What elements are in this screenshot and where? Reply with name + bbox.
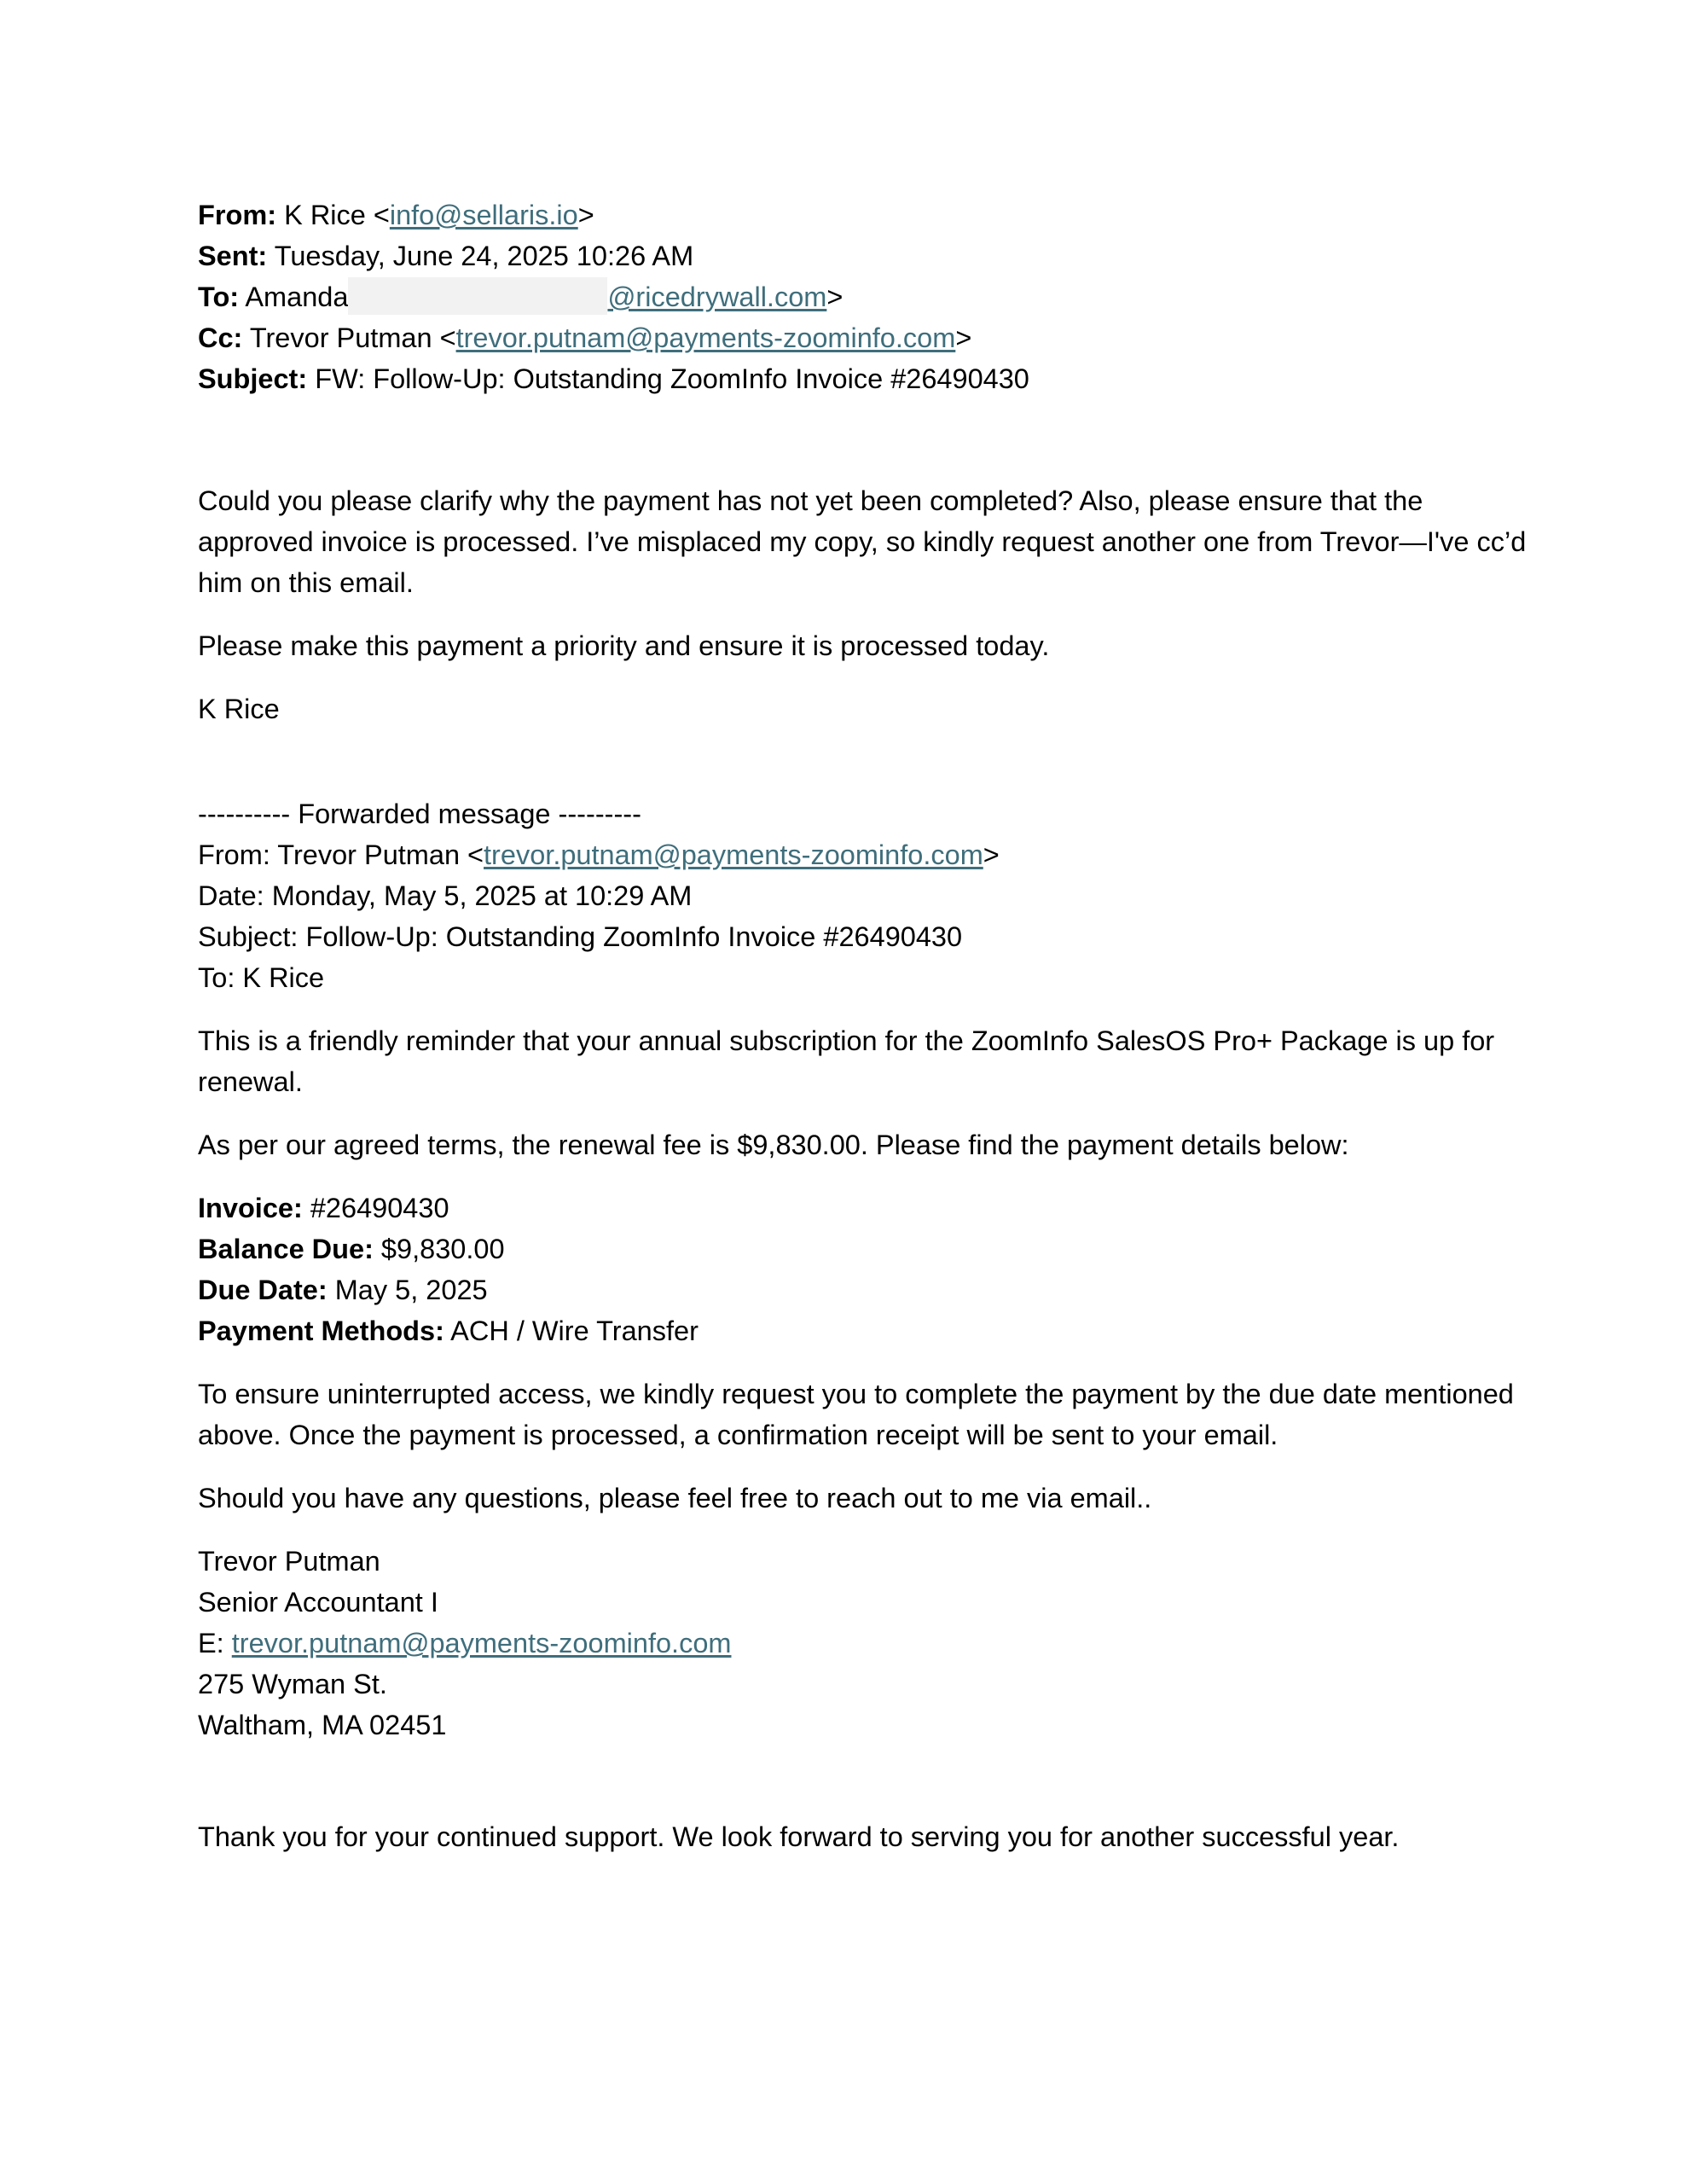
body-signoff: K Rice: [198, 694, 280, 724]
cc-email-link[interactable]: trevor.putnam@payments-zoominfo.com: [455, 322, 956, 353]
forward-date-line: Date: Monday, May 5, 2025 at 10:29 AM: [198, 880, 693, 911]
payment-methods-value: ACH / Wire Transfer: [443, 1316, 699, 1346]
from-label: From:: [198, 200, 277, 230]
forward-to-line: To: K Rice: [198, 962, 325, 993]
forward-from-text: From: Trevor Putman <: [198, 839, 484, 870]
signature-title: Senior Accountant I: [198, 1587, 438, 1618]
signature-email-label: E:: [198, 1628, 232, 1658]
email-document: [198, 195, 1528, 1857]
invoice-value: #26490430: [302, 1193, 449, 1223]
cc-name: Trevor Putman <: [249, 322, 456, 353]
due-date-line: [198, 1269, 1528, 1310]
forward-paragraph-2: As per our agreed terms, the renewal fee is $9,830.00. Please find the payment details below:: [198, 1130, 1349, 1160]
signature-email-link[interactable]: trevor.putnam@payments-zoominfo.com: [231, 1628, 732, 1658]
signature-block: [198, 1541, 1528, 1745]
body-paragraph-1: Could you please clarify why the payment has not yet been completed? Also, please ensure that the approved invoice is processed. I’ve misplaced my copy, so kindly request another one from Trevor—I've cc’d him on this email.: [198, 485, 1527, 598]
from-email-link[interactable]: info@sellaris.io: [389, 200, 578, 230]
signature-name: Trevor Putman: [198, 1546, 380, 1577]
forward-paragraph-1: This is a friendly reminder that your annual subscription for the ZoomInfo SalesOS Pro+ Package is up for renewal.: [198, 1025, 1495, 1097]
balance-line: [198, 1228, 1528, 1269]
payment-methods-label: Payment Methods:: [198, 1316, 444, 1346]
cc-line: [198, 317, 1528, 358]
to-email-link[interactable]: @ricedrywall.com: [607, 282, 827, 312]
payment-methods-line: [198, 1310, 1528, 1351]
redaction-box: [348, 277, 607, 315]
signature-email-line: [198, 1623, 1528, 1664]
cc-close: >: [955, 322, 972, 353]
signature-address-1: 275 Wyman St.: [198, 1669, 387, 1699]
to-line: [198, 276, 1528, 317]
balance-label: Balance Due:: [198, 1234, 374, 1264]
sent-value: Tuesday, June 24, 2025 10:26 AM: [274, 241, 694, 271]
forward-from-email-link[interactable]: trevor.putnam@payments-zoominfo.com: [484, 839, 983, 870]
forward-paragraph-4: Should you have any questions, please feel free to reach out to me via email..: [198, 1483, 1152, 1513]
balance-value: $9,830.00: [373, 1234, 505, 1264]
email-body: [198, 480, 1528, 729]
due-date-value: May 5, 2025: [327, 1275, 488, 1305]
forward-subject-line: Subject: Follow-Up: Outstanding ZoomInfo Invoice #26490430: [198, 921, 963, 952]
to-name: Amanda: [245, 282, 349, 312]
closing-paragraph: Thank you for your continued support. We look forward to serving you for another successful year.: [198, 1821, 1400, 1852]
to-close: >: [826, 282, 844, 312]
forward-separator: ---------- Forwarded message ---------: [198, 799, 641, 829]
signature-address-2: Waltham, MA 02451: [198, 1710, 447, 1740]
to-label: To:: [198, 282, 240, 312]
subject-value: FW: Follow-Up: Outstanding ZoomInfo Invoice #26490430: [315, 363, 1029, 394]
sent-label: Sent:: [198, 241, 268, 271]
from-name: K Rice <: [284, 200, 390, 230]
subject-label: Subject:: [198, 363, 308, 394]
invoice-line: [198, 1188, 1528, 1228]
cc-label: Cc:: [198, 322, 243, 353]
forward-paragraph-3: To ensure uninterrupted access, we kindly request you to complete the payment by the due date mentioned above. Once the payment is processed, a confirmation receipt will be sent to your email.: [198, 1379, 1514, 1450]
payment-details: [198, 1188, 1528, 1351]
email-header: [198, 195, 1528, 399]
subject-line: [198, 358, 1528, 399]
from-line: [198, 195, 1528, 235]
invoice-label: Invoice:: [198, 1193, 303, 1223]
forward-from-close: >: [983, 839, 1000, 870]
forwarded-message: [198, 793, 1528, 1857]
sent-line: [198, 235, 1528, 276]
due-date-label: Due Date:: [198, 1275, 328, 1305]
body-paragraph-2: Please make this payment a priority and ensure it is processed today.: [198, 630, 1050, 661]
forward-from-line: [198, 834, 1528, 875]
from-close: >: [577, 200, 594, 230]
